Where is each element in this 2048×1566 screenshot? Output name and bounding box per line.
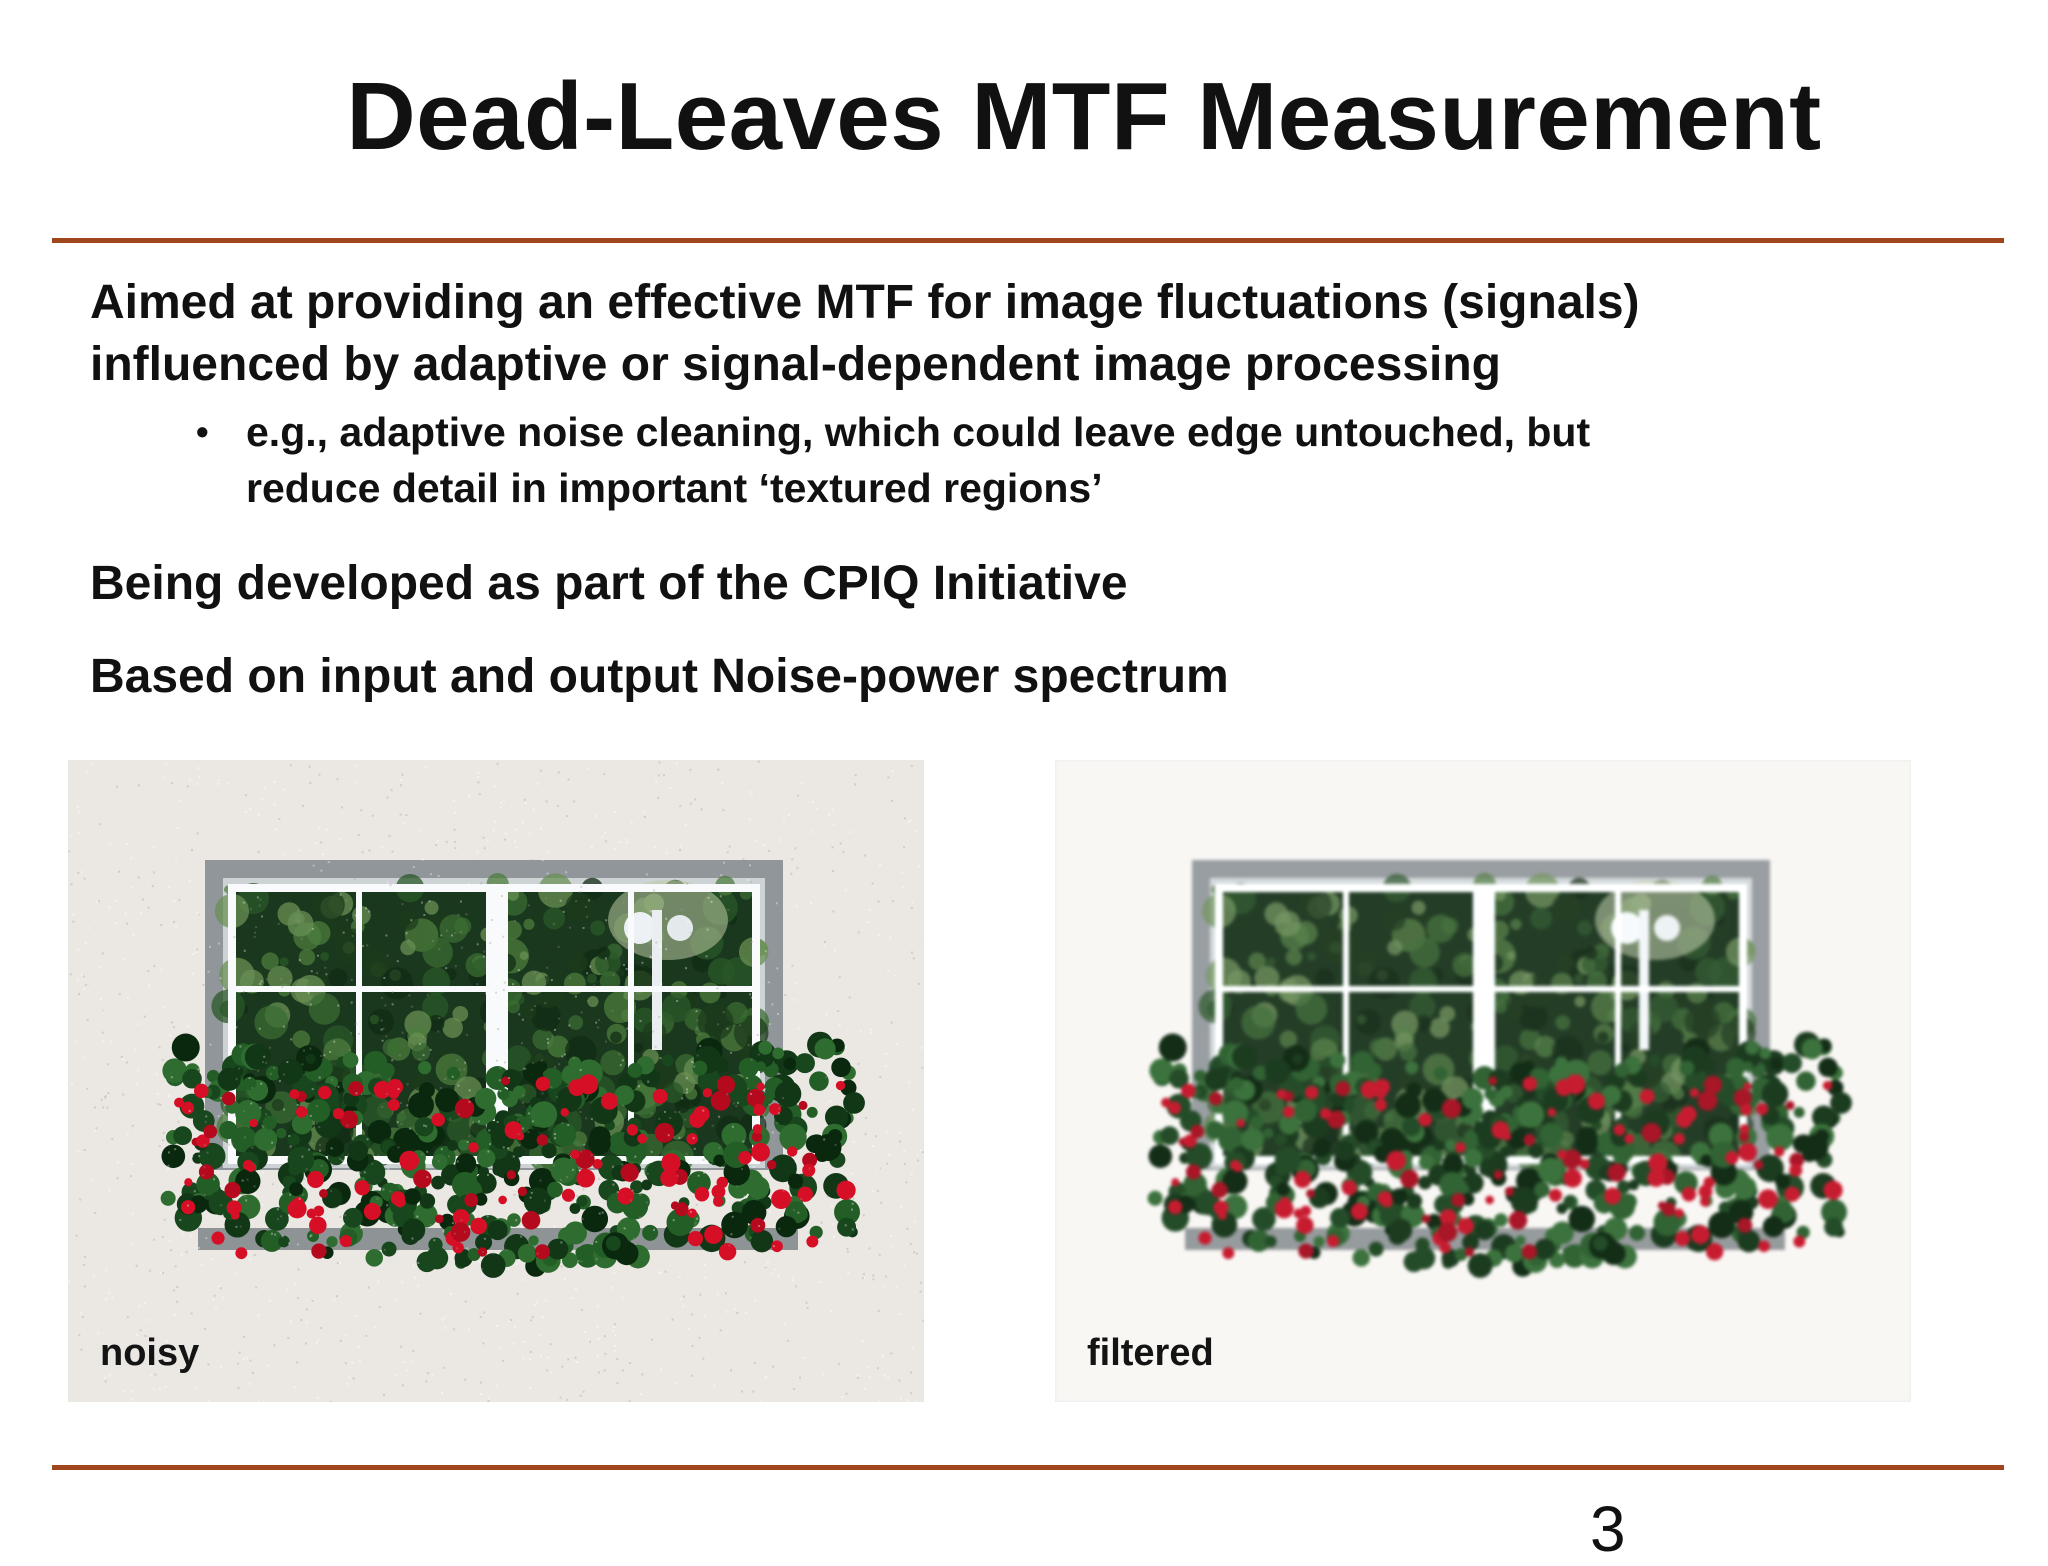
geranium: [1294, 1171, 1311, 1188]
geranium: [1698, 1091, 1718, 1111]
geranium: [798, 1101, 807, 1110]
geranium: [1642, 1123, 1662, 1143]
geranium: [1218, 1211, 1227, 1220]
geranium: [1706, 1243, 1723, 1260]
geranium: [1734, 1089, 1752, 1107]
geranium: [693, 1106, 709, 1122]
geranium: [750, 1218, 765, 1233]
geranium: [307, 1171, 324, 1188]
geranium: [1320, 1108, 1331, 1119]
geranium: [468, 1142, 478, 1152]
geranium: [311, 1243, 326, 1258]
geranium: [313, 1206, 324, 1217]
geranium: [580, 1168, 589, 1177]
geranium: [1774, 1146, 1784, 1156]
geranium: [653, 1089, 668, 1104]
geranium: [1442, 1099, 1461, 1118]
geranium: [1557, 1150, 1566, 1159]
geranium: [686, 1133, 697, 1144]
geranium: [1327, 1235, 1339, 1247]
geranium: [374, 1081, 392, 1099]
filtered-window-photo: [1055, 760, 1911, 1402]
noisy-window-photo: [68, 760, 924, 1402]
geranium: [296, 1106, 308, 1118]
geranium: [836, 1081, 845, 1090]
geranium: [1465, 1247, 1474, 1256]
geranium: [570, 1150, 579, 1159]
geranium: [1823, 1081, 1832, 1090]
geranium: [1422, 1214, 1431, 1223]
geranium: [637, 1134, 647, 1144]
geranium: [1375, 1099, 1387, 1111]
geranium: [747, 1089, 765, 1107]
geranium: [1624, 1134, 1634, 1144]
geranium: [537, 1134, 549, 1146]
geranium: [1485, 1196, 1494, 1205]
geranium: [719, 1243, 736, 1260]
geranium: [1488, 1077, 1497, 1086]
nps-paragraph: Based on input and output Noise-power spectrum: [90, 646, 1229, 708]
geranium: [1743, 1082, 1751, 1090]
geranium: [1588, 1093, 1605, 1110]
geranium: [355, 1180, 370, 1195]
geranium: [1704, 1076, 1722, 1094]
geranium: [1181, 1084, 1196, 1099]
geranium: [1793, 1236, 1805, 1248]
geranium: [222, 1092, 236, 1106]
geranium: [535, 1244, 550, 1259]
geranium: [660, 1169, 678, 1187]
geranium: [1418, 1113, 1432, 1127]
bullet-line-2: reduce detail in important ‘textured regions’: [246, 460, 1590, 516]
geranium: [1607, 1163, 1625, 1181]
bullet-marker: •: [196, 404, 209, 460]
geranium: [767, 1160, 777, 1170]
intro-line-2: influenced by adaptive or signal-dependent image processing: [90, 334, 1640, 396]
geranium: [1211, 1182, 1227, 1198]
geranium: [1198, 1232, 1211, 1245]
geranium: [687, 1208, 696, 1217]
geranium: [1186, 1164, 1201, 1179]
geranium: [1682, 1187, 1697, 1202]
geranium: [1785, 1187, 1800, 1202]
geranium: [1494, 1170, 1503, 1179]
geranium: [561, 1108, 569, 1116]
geranium: [771, 1189, 791, 1209]
geranium: [578, 1074, 598, 1094]
geranium: [507, 1170, 516, 1179]
window-flowers-image: [1055, 760, 1911, 1402]
geranium: [435, 1214, 444, 1223]
geranium: [1492, 1121, 1510, 1139]
geranium: [243, 1160, 254, 1171]
geranium: [224, 1182, 240, 1198]
geranium: [1457, 1218, 1474, 1235]
geranium: [1381, 1196, 1392, 1207]
geranium: [751, 1143, 770, 1162]
geranium: [1451, 1193, 1465, 1207]
geranium: [1740, 1104, 1752, 1116]
geranium: [836, 1181, 855, 1200]
geranium: [1335, 1081, 1350, 1096]
geranium: [231, 1211, 240, 1220]
geranium: [249, 1119, 257, 1127]
geranium: [655, 1123, 675, 1143]
geranium: [1361, 1081, 1379, 1099]
geranium: [1754, 1160, 1764, 1170]
geranium: [601, 1093, 618, 1110]
filtered-caption: filtered: [1087, 1332, 1214, 1375]
geranium: [620, 1163, 638, 1181]
geranium: [340, 1235, 352, 1247]
geranium: [289, 1089, 299, 1099]
geranium: [1351, 1203, 1368, 1220]
geranium: [688, 1231, 703, 1246]
geranium: [333, 1108, 344, 1119]
geranium: [717, 1076, 735, 1094]
geranium: [1276, 1089, 1286, 1099]
geranium: [536, 1077, 550, 1091]
geranium: [1509, 1211, 1528, 1230]
geranium: [695, 1187, 710, 1202]
geranium: [1168, 1102, 1181, 1115]
geranium: [1789, 1164, 1802, 1177]
page-number: 3: [1590, 1492, 1626, 1566]
geranium: [1400, 1170, 1419, 1189]
geranium: [1674, 1208, 1683, 1217]
geranium: [787, 1146, 797, 1156]
geranium: [713, 1197, 723, 1207]
geranium: [562, 1189, 575, 1202]
geranium: [1673, 1133, 1684, 1144]
geranium: [1756, 1103, 1768, 1115]
geranium: [451, 1222, 470, 1241]
geranium: [1283, 1106, 1295, 1118]
geranium: [1740, 1124, 1750, 1134]
geranium: [1567, 1168, 1576, 1177]
geranium: [184, 1178, 192, 1186]
geranium: [470, 1218, 487, 1235]
geranium: [802, 1164, 815, 1177]
geranium: [703, 1088, 712, 1097]
geranium: [1230, 1160, 1241, 1171]
geranium: [1279, 1197, 1290, 1208]
geranium: [235, 1247, 247, 1259]
geranium: [1222, 1247, 1234, 1259]
geranium: [204, 1125, 218, 1139]
geranium: [194, 1084, 209, 1099]
geranium: [522, 1211, 541, 1230]
geranium: [1191, 1125, 1205, 1139]
geranium: [1758, 1240, 1770, 1252]
geranium: [717, 1177, 728, 1188]
geranium: [1296, 1217, 1314, 1235]
geranium: [399, 1151, 419, 1171]
geranium: [211, 1232, 224, 1245]
geranium: [1614, 1124, 1625, 1135]
geranium: [1823, 1181, 1842, 1200]
window-flowers-image: [68, 760, 924, 1402]
geranium: [1523, 1077, 1537, 1091]
geranium: [518, 1187, 527, 1196]
geranium: [1386, 1151, 1406, 1171]
geranium: [505, 1121, 523, 1139]
geranium: [1758, 1189, 1778, 1209]
geranium: [1565, 1074, 1585, 1094]
intro-paragraph: [90, 272, 1640, 396]
noisy-caption: noisy: [100, 1332, 199, 1375]
slide-title: Dead-Leaves MTF Measurement: [0, 62, 2048, 172]
geranium: [756, 1082, 764, 1090]
geranium: [1209, 1092, 1223, 1106]
geranium: [199, 1164, 214, 1179]
geranium: [1690, 1088, 1699, 1097]
bullet-line-1: e.g., adaptive noise cleaning, which could leave edge untouched, but: [246, 404, 1590, 460]
geranium: [1438, 1222, 1457, 1241]
geranium: [1738, 1143, 1757, 1162]
geranium: [292, 1197, 303, 1208]
top-divider: [52, 238, 2004, 243]
geranium: [1691, 1225, 1710, 1244]
geranium: [1168, 1200, 1182, 1214]
cpiq-paragraph: Being developed as part of the CPIQ Initiative: [90, 553, 1128, 615]
geranium: [1662, 1202, 1676, 1216]
geranium: [319, 1189, 328, 1198]
geranium: [364, 1203, 381, 1220]
geranium: [627, 1124, 638, 1135]
geranium: [181, 1102, 194, 1115]
geranium: [1236, 1119, 1244, 1127]
geranium: [753, 1124, 763, 1134]
geranium: [753, 1104, 765, 1116]
geranium: [704, 1225, 723, 1244]
geranium: [806, 1236, 818, 1248]
geranium: [464, 1193, 478, 1207]
geranium: [1300, 1206, 1311, 1217]
geranium: [1640, 1089, 1655, 1104]
geranium: [1306, 1189, 1315, 1198]
geranium: [1305, 1086, 1318, 1099]
geranium: [309, 1217, 327, 1235]
geranium: [1700, 1197, 1710, 1207]
geranium: [617, 1188, 634, 1205]
geranium: [675, 1202, 689, 1216]
geranium: [1725, 1151, 1738, 1164]
geranium: [1704, 1177, 1715, 1188]
geranium: [181, 1200, 195, 1214]
geranium: [388, 1099, 400, 1111]
geranium: [394, 1196, 405, 1207]
geranium: [1171, 1178, 1179, 1186]
geranium: [1524, 1134, 1536, 1146]
geranium: [1342, 1180, 1357, 1195]
geranium: [1298, 1243, 1313, 1258]
geranium: [1505, 1187, 1514, 1196]
geranium: [1455, 1142, 1465, 1152]
intro-line-1: Aimed at providing an effective MTF for image fluctuations (signals): [90, 272, 1640, 334]
geranium: [431, 1113, 445, 1127]
geranium: [1680, 1106, 1696, 1122]
geranium: [413, 1170, 432, 1189]
geranium: [1548, 1108, 1556, 1116]
geranium: [1549, 1189, 1562, 1202]
geranium: [1522, 1244, 1537, 1259]
bottom-divider: [52, 1465, 2004, 1470]
geranium: [498, 1196, 507, 1205]
geranium: [455, 1099, 474, 1118]
geranium: [318, 1086, 331, 1099]
geranium: [1737, 1218, 1752, 1233]
geranium: [1604, 1188, 1621, 1205]
geranium: [1785, 1101, 1794, 1110]
geranium: [738, 1151, 751, 1164]
geranium: [1647, 1169, 1665, 1187]
geranium: [798, 1187, 813, 1202]
geranium: [1675, 1231, 1690, 1246]
